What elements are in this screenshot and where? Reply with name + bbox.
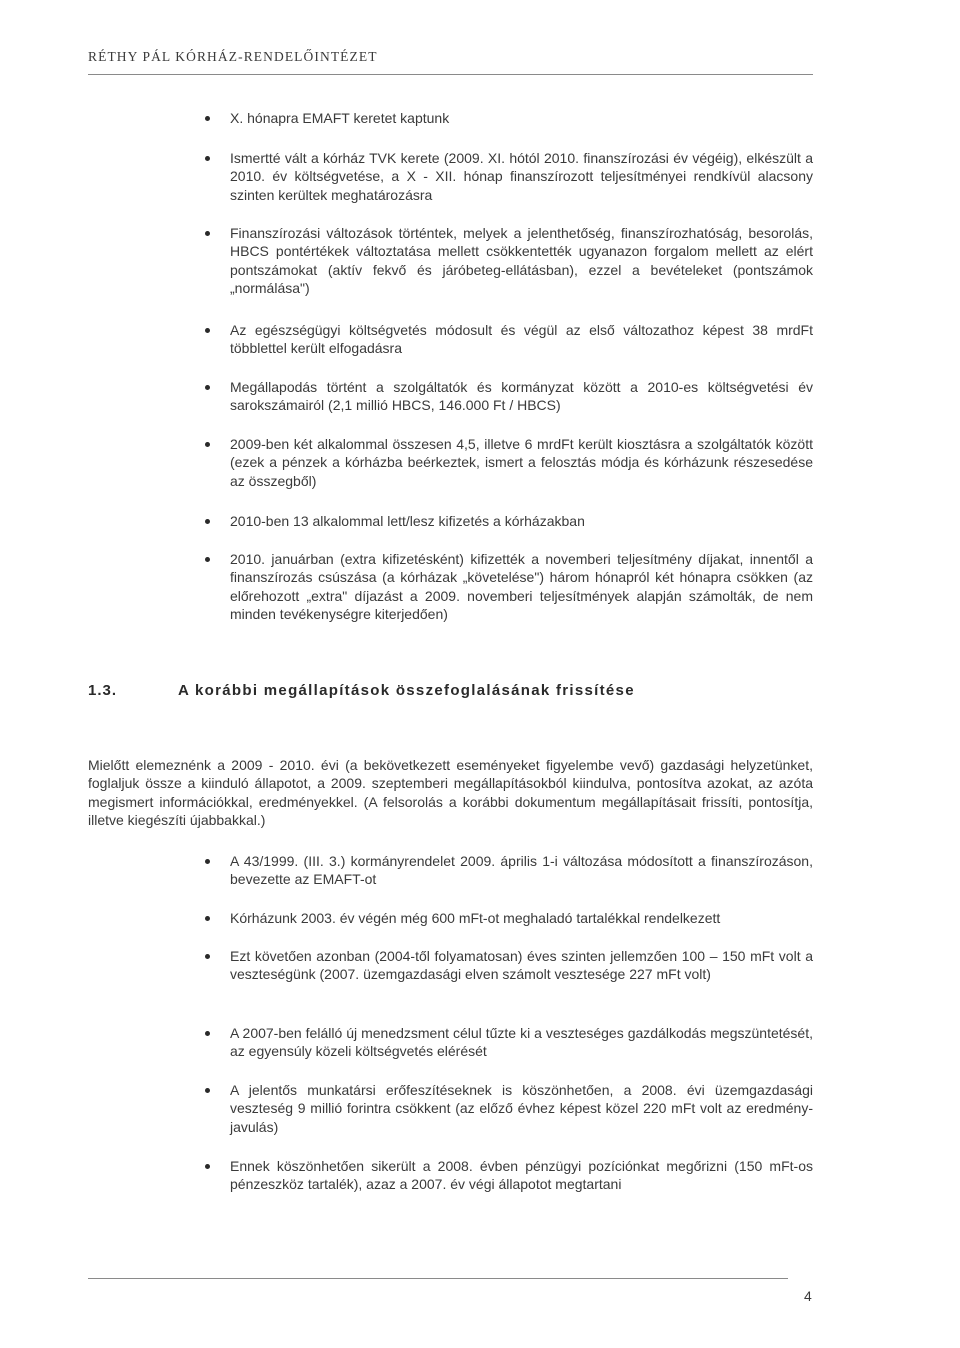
bullet-icon	[205, 954, 210, 959]
list-item-text: A 43/1999. (III. 3.) kormányrendelet 2009. április 1-i változása módosított a finanszírozáson, bevezette az EMAFT-ot	[230, 853, 813, 888]
footer-divider	[88, 1278, 788, 1279]
list-item	[230, 909, 813, 927]
bullet-icon	[205, 442, 210, 447]
list-item-text: 2010-ben 13 alkalommal lett/lesz kifizetés a kórházakban	[230, 513, 585, 529]
list-item-text: Ismertté vált a kórház TVK kerete (2009. XI. hótól 2010. finanszírozási év végéig), elkészült a 2010. év költségvetése, a X - XII. hónap finanszírozott teljesítményei rendkívül alacsony szinten kerültek meghatározásra	[230, 150, 813, 203]
list-item	[230, 378, 813, 415]
list-item	[230, 109, 813, 127]
page-number: 4	[804, 1288, 812, 1304]
list-item-text: X. hónapra EMAFT keretet kaptunk	[230, 110, 450, 126]
list-item-text: Ezt követően azonban (2004-től folyamatosan) éves szinten jellemzően 100 – 150 mFt volt a veszteségünk (2007. üzemgazdasági elven számolt vesztesége 227 mFt volt)	[230, 948, 813, 983]
list-item	[230, 224, 813, 298]
bullet-icon	[205, 231, 210, 236]
list-item-text: Kórházunk 2003. év végén még 600 mFt-ot meghaladó tartalékkal rendelkezett	[230, 910, 721, 926]
list-item	[230, 1157, 813, 1194]
bullet-icon	[205, 557, 210, 562]
bullet-icon	[205, 859, 210, 864]
list-item	[230, 512, 813, 530]
list-item-text: 2009-ben két alkalommal összesen 4,5, illetve 6 mrdFt került kiosztásra a szolgáltatók között (ezek a pénzek a kórházba beérkeztek, ismert a felosztás módja és kórházunk részesedése az összegből)	[230, 436, 813, 489]
list-item	[230, 149, 813, 204]
list-item-text: Finanszírozási változások történtek, melyek a jelenthetőség, finanszírozhatóság, besorolás, HBCS pontértékek változtatása mellett csökkentették ugyanazon forgalom mellett az elért pontszámokat (aktív fekvő és járóbeteg-ellátásban), ezzel a bevételeket (pontszámok „normálása")	[230, 225, 813, 297]
section-title: A korábbi megállapítások összefoglalásának frissítése	[178, 682, 635, 699]
list-item	[230, 1081, 813, 1136]
bullet-icon	[205, 156, 210, 161]
list-item	[230, 321, 813, 358]
list-item-text: Megállapodás történt a szolgáltatók és kormányzat között a 2010-es költségvetési év sarokszámairól (2,1 millió HBCS, 146.000 Ft / HBCS)	[230, 379, 813, 414]
bullet-icon	[205, 1164, 210, 1169]
list-item-text: Ennek köszönhetően sikerült a 2008. évben pénzügyi pozíciónkat megőrizni (150 mFt-os pénzeszköz tartalék), azaz a 2007. év végi állapotot megtartani	[230, 1158, 813, 1193]
header-title: RÉTHY PÁL KÓRHÁZ-RENDELŐINTÉZET	[88, 49, 378, 64]
list-item	[230, 947, 813, 984]
list-item	[230, 550, 813, 624]
list-item	[230, 852, 813, 889]
list-item	[230, 1024, 813, 1061]
bullet-icon	[205, 1031, 210, 1036]
list-item-text: A 2007-ben felálló új menedzsment célul tűzte ki a veszteséges gazdálkodás megszüntetését, az egyensúly közeli költségvetés elérését	[230, 1025, 813, 1060]
header-divider	[88, 74, 813, 75]
list-item	[230, 435, 813, 490]
section-number: 1.3.	[88, 682, 118, 699]
list-item-text: 2010. januárban (extra kifizetésként) kifizették a novemberi teljesítmény díjakat, innentől a finanszírozás csúszása (a kórházak „követelése") három hónapról két hónapra csökken (az előrehozott „extra" díjazást a 2009. novemberi teljesítmények alapján számolták, de nem minden tevékenységre kiterjedően)	[230, 551, 813, 623]
bullet-icon	[205, 385, 210, 390]
list-item-text: Az egészségügyi költségvetés módosult és végül az első változathoz képest 38 mrdFt többlettel került elfogadásra	[230, 322, 813, 357]
bullet-icon	[205, 328, 210, 333]
bullet-icon	[205, 519, 210, 524]
bullet-icon	[205, 916, 210, 921]
intro-paragraph: Mielőtt elemeznénk a 2009 - 2010. évi (a bekövetkezett eseményeket figyelembe vevő) gazdasági helyzetünket, foglaljuk össze a kiinduló állapotot, a 2009. szeptemberi megállapításokból kiindulva, pontosítva azokat, az azóta megismert információkkal, eredményekkel. (A felsorolás a korábbi dokumentum megállapításait frissíti, pontosítja, illetve kiegészíti újabbakkal.)	[88, 757, 813, 829]
bullet-icon	[205, 1088, 210, 1093]
bullet-icon	[205, 116, 210, 121]
list-item-text: A jelentős munkatársi erőfeszítéseknek is köszönhetően, a 2008. évi üzemgazdasági veszteség 9 millió forintra csökkent (az előző évhez képest közel 220 mFt volt az eredmény-javulás)	[230, 1082, 813, 1135]
